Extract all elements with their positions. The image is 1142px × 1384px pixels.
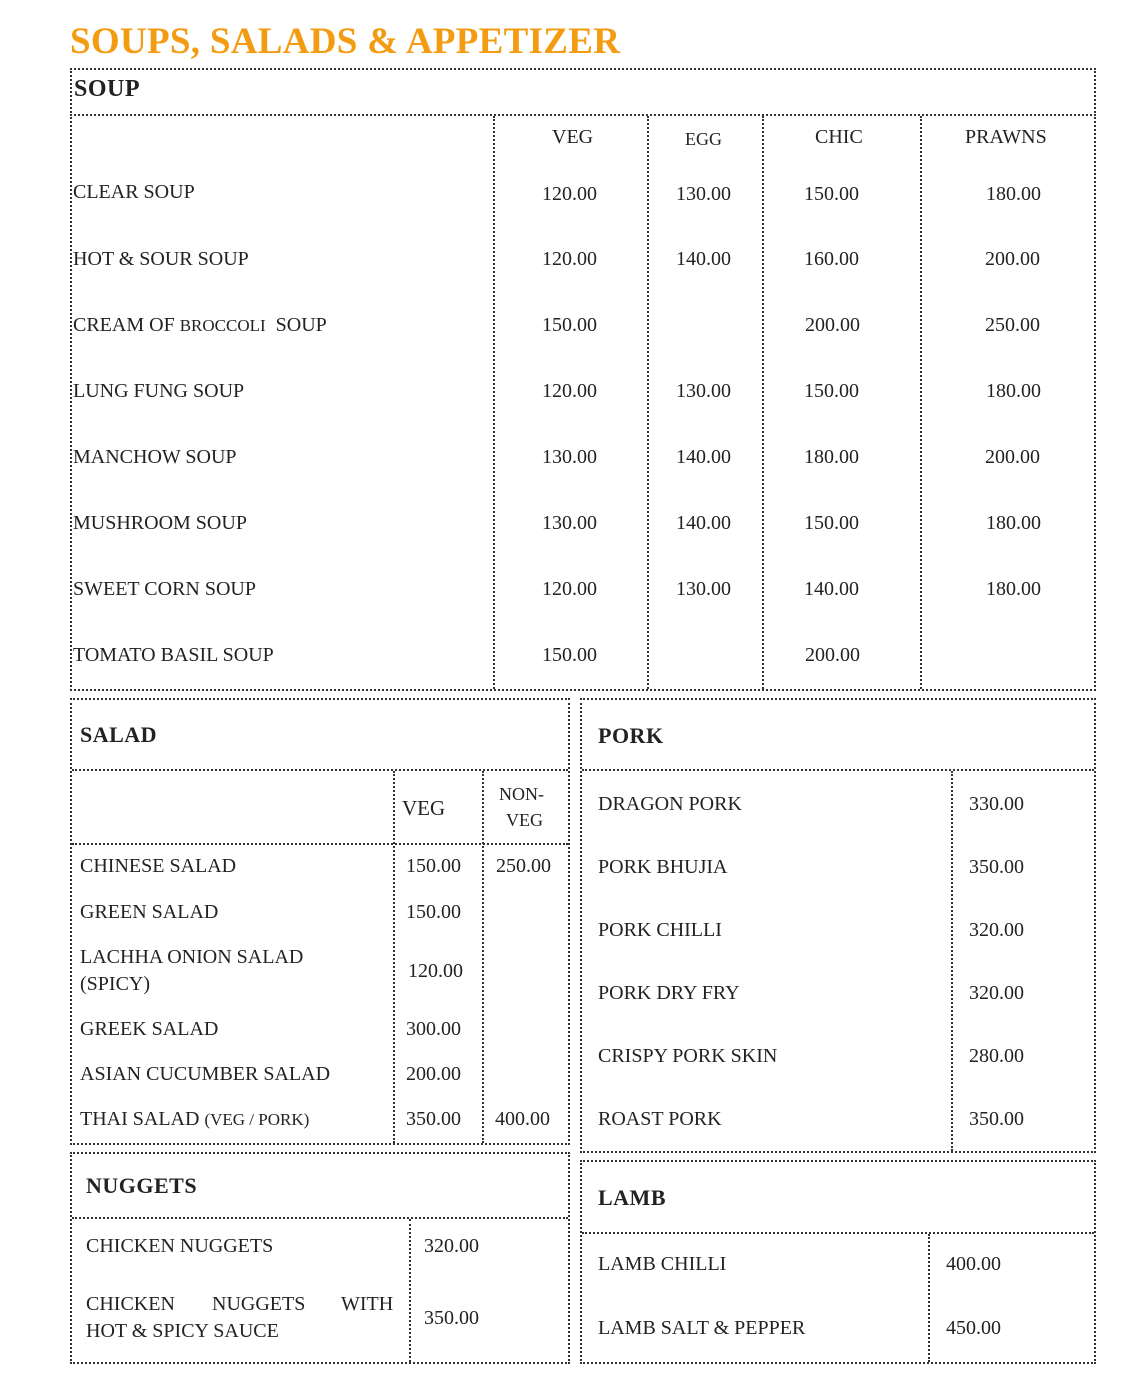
pork-col-divider <box>951 771 953 1151</box>
nuggets-price: 320.00 <box>424 1235 479 1257</box>
soup-heading: SOUP <box>74 76 141 102</box>
lamb-price: 450.00 <box>946 1317 1001 1339</box>
soup-item-name: MANCHOW SOUP <box>73 446 237 468</box>
soup-col-egg: EGG <box>685 129 722 149</box>
lamb-col-divider <box>928 1234 930 1362</box>
pork-price: 350.00 <box>969 1108 1024 1130</box>
soup-price-chic: 200.00 <box>805 644 860 666</box>
soup-price-veg: 130.00 <box>542 512 597 534</box>
soup-price-chic: 150.00 <box>804 512 859 534</box>
salad-price-veg: 120.00 <box>408 960 463 982</box>
pork-heading: PORK <box>598 723 664 748</box>
pork-price: 280.00 <box>969 1045 1024 1067</box>
soup-col-divider <box>647 116 649 689</box>
salad-item-name: GREEN SALAD <box>80 901 219 923</box>
salad-col-divider <box>482 771 484 1143</box>
soup-price-veg: 120.00 <box>542 578 597 600</box>
nuggets-item-name: CHICKEN NUGGETS <box>86 1235 274 1257</box>
soup-price-egg: 130.00 <box>676 578 731 600</box>
soup-price-chic: 150.00 <box>804 380 859 402</box>
soup-item-name: CREAM OF BROCCOLI SOUP <box>73 314 327 336</box>
soup-item-name: TOMATO BASIL SOUP <box>73 644 274 666</box>
soup-price-veg: 120.00 <box>542 183 597 205</box>
soup-price-chic: 140.00 <box>804 578 859 600</box>
soup-col-divider <box>920 116 922 689</box>
soup-price-prawns: 180.00 <box>986 578 1041 600</box>
soup-item-name: SWEET CORN SOUP <box>73 578 256 600</box>
salad-price-veg: 150.00 <box>406 901 461 923</box>
soup-col-chic: CHIC <box>815 126 863 148</box>
pork-price: 320.00 <box>969 982 1024 1004</box>
pork-price: 320.00 <box>969 919 1024 941</box>
soup-price-egg: 140.00 <box>676 512 731 534</box>
soup-price-chic: 150.00 <box>804 183 859 205</box>
soup-price-egg: 130.00 <box>676 380 731 402</box>
pork-price: 350.00 <box>969 856 1024 878</box>
salad-col-nonveg: NON- <box>499 784 544 804</box>
lamb-heading: LAMB <box>598 1185 666 1210</box>
nuggets-price: 350.00 <box>424 1307 479 1329</box>
nuggets-item-name: WITH <box>341 1293 394 1315</box>
nuggets-heading: NUGGETS <box>86 1173 198 1198</box>
soup-price-prawns: 180.00 <box>986 512 1041 534</box>
page-title: SOUPS, SALADS & APPETIZER <box>70 21 621 62</box>
nuggets-col-divider <box>409 1219 411 1362</box>
soup-item-name: LUNG FUNG SOUP <box>73 380 245 402</box>
pork-item-name: CRISPY PORK SKIN <box>598 1045 778 1067</box>
salad-col-divider <box>393 771 395 1143</box>
nuggets-item-name: CHICKEN <box>86 1293 175 1315</box>
pork-item-name: DRAGON PORK <box>598 793 742 815</box>
salad-header-divider <box>72 843 568 845</box>
soup-price-prawns: 180.00 <box>986 183 1041 205</box>
pork-item-name: PORK BHUJIA <box>598 856 728 878</box>
soup-col-divider <box>493 116 495 689</box>
salad-price-nonveg: 250.00 <box>496 855 551 877</box>
soup-price-chic: 200.00 <box>805 314 860 336</box>
salad-price-nonveg: 400.00 <box>495 1108 550 1130</box>
salad-item-name: THAI SALAD (VEG / PORK) <box>80 1108 310 1130</box>
soup-price-chic: 160.00 <box>804 248 859 270</box>
soup-price-egg: 130.00 <box>676 183 731 205</box>
soup-price-egg: 140.00 <box>676 446 731 468</box>
salad-item-name: (SPICY) <box>80 973 151 995</box>
salad-item-name: ASIAN CUCUMBER SALAD <box>80 1063 331 1085</box>
salad-item-name: CHINESE SALAD <box>80 855 237 877</box>
soup-col-veg: VEG <box>552 126 594 148</box>
lamb-price: 400.00 <box>946 1253 1001 1275</box>
soup-price-chic: 180.00 <box>804 446 859 468</box>
salad-heading: SALAD <box>80 722 158 747</box>
lamb-item-name: LAMB SALT & PEPPER <box>598 1317 806 1339</box>
salad-price-veg: 200.00 <box>406 1063 461 1085</box>
salad-item-name: GREEK SALAD <box>80 1018 219 1040</box>
salad-price-veg: 300.00 <box>406 1018 461 1040</box>
nuggets-item-name: NUGGETS <box>212 1293 306 1315</box>
soup-item-name: HOT & SOUR SOUP <box>73 248 249 270</box>
salad-item-name: LACHHA ONION SALAD <box>80 946 304 968</box>
pork-heading-divider <box>582 769 1094 771</box>
soup-price-veg: 120.00 <box>542 380 597 402</box>
soup-heading-box <box>70 68 1096 116</box>
soup-price-prawns: 180.00 <box>986 380 1041 402</box>
soup-item-name: MUSHROOM SOUP <box>73 512 247 534</box>
soup-col-prawns: PRAWNS <box>965 126 1047 148</box>
soup-price-veg: 150.00 <box>542 644 597 666</box>
soup-price-prawns: 250.00 <box>985 314 1040 336</box>
soup-price-prawns: 200.00 <box>985 446 1040 468</box>
pork-item-name: PORK DRY FRY <box>598 982 740 1004</box>
soup-price-veg: 130.00 <box>542 446 597 468</box>
soup-price-veg: 150.00 <box>542 314 597 336</box>
soup-price-veg: 120.00 <box>542 248 597 270</box>
lamb-item-name: LAMB CHILLI <box>598 1253 727 1275</box>
nuggets-heading-divider <box>72 1217 568 1219</box>
salad-col-veg: VEG <box>402 796 446 820</box>
lamb-heading-divider <box>582 1232 1094 1234</box>
salad-col-nonveg: VEG <box>506 810 543 830</box>
soup-col-divider <box>762 116 764 689</box>
pork-item-name: ROAST PORK <box>598 1108 722 1130</box>
soup-price-prawns: 200.00 <box>985 248 1040 270</box>
pork-price: 330.00 <box>969 793 1024 815</box>
soup-price-egg: 140.00 <box>676 248 731 270</box>
soup-item-name: CLEAR SOUP <box>73 181 195 203</box>
pork-item-name: PORK CHILLI <box>598 919 722 941</box>
salad-price-veg: 350.00 <box>406 1108 461 1130</box>
salad-heading-divider <box>72 769 568 771</box>
salad-price-veg: 150.00 <box>406 855 461 877</box>
nuggets-item-name: HOT & SPICY SAUCE <box>86 1320 279 1342</box>
